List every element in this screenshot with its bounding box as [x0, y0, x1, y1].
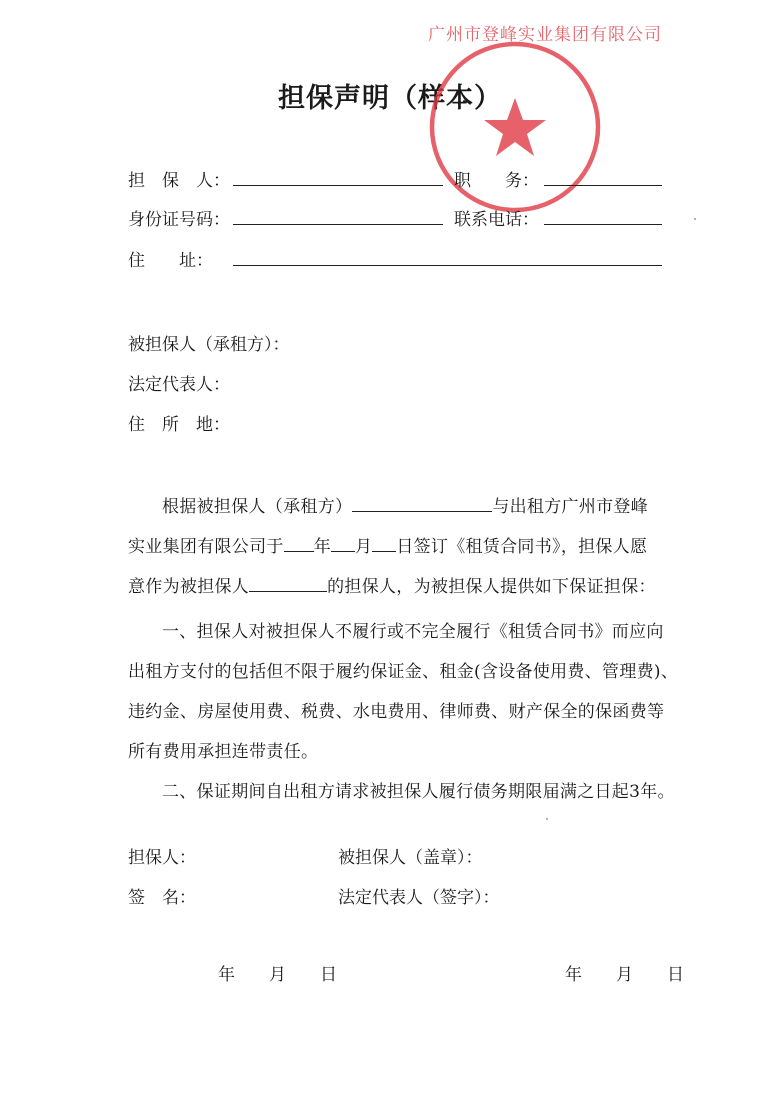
date-left: 年 月 日	[218, 965, 337, 985]
year-blank	[284, 536, 314, 552]
paragraph-line-1	[162, 492, 648, 517]
legal-rep-sign-label: 法定代表人（签字）：	[338, 888, 500, 908]
p1-text-a: 根据被担保人（承租方）	[162, 497, 353, 517]
signature-label: 签 名：	[128, 888, 196, 908]
p2-year: 年	[313, 537, 332, 557]
clause2-line-1: 二、保证期间自出租方请求被担保人履行债务期限届满之日起3年。	[162, 782, 675, 802]
seal-text: 广州市登峰实业集团有限公司	[428, 25, 662, 45]
clause1-line-1: 一、担保人对被担保人不履行或不完全履行《租赁合同书》而应向	[162, 622, 664, 642]
clause1-line-3: 违约金、房屋使用费、税费、水电费用、律师费、财产保全的保函费等	[128, 702, 665, 722]
date-right: 年 月 日	[565, 965, 684, 985]
p3-text-a: 意作为被担保人	[128, 577, 250, 597]
day-blank	[372, 536, 396, 552]
p1-text-b: 与出租方广州市登峰	[492, 497, 649, 517]
p2-month: 月	[355, 537, 373, 557]
clause1-line-2: 出租方支付的包括但不限于履约保证金、租金(含设备使用费、管理费)、	[128, 662, 679, 682]
star-icon	[484, 98, 546, 156]
guaranteed-seal-label: 被担保人（盖章）：	[338, 848, 483, 868]
address-label: 住 址：	[128, 251, 213, 271]
phone-line	[544, 224, 662, 225]
position-line	[544, 185, 662, 186]
clause1-line-4: 所有费用承担连带责任。	[128, 742, 319, 762]
id-number-line	[233, 224, 443, 225]
p2-day: 日签订《租赁合同书》，担保人愿	[396, 537, 648, 557]
scan-speck	[546, 818, 548, 820]
lessee-blank	[352, 496, 492, 512]
scan-speck	[694, 218, 696, 220]
guarantor-sign-label: 担保人：	[128, 848, 196, 868]
position-label: 职 务：	[454, 171, 539, 191]
paragraph-line-2	[128, 532, 647, 557]
guaranteed-blank	[249, 576, 327, 592]
guarantor-name-label: 担 保 人：	[128, 171, 230, 191]
id-number-label: 身份证号码：	[128, 210, 230, 230]
domicile-label: 住 所 地：	[128, 415, 230, 435]
page-title: 担保声明（样本）	[278, 83, 502, 114]
p3-text-b: 的担保人，为被担保人提供如下保证担保：	[327, 577, 656, 597]
legal-rep-label: 法定代表人：	[128, 375, 230, 395]
guarantor-name-line	[233, 185, 443, 186]
month-blank	[331, 536, 355, 552]
p2-text-a: 实业集团有限公司于	[128, 537, 284, 557]
paragraph-line-3	[128, 572, 656, 597]
address-line	[233, 265, 662, 266]
phone-label: 联系电话：	[454, 210, 539, 230]
lessee-label: 被担保人（承租方）：	[128, 335, 290, 355]
